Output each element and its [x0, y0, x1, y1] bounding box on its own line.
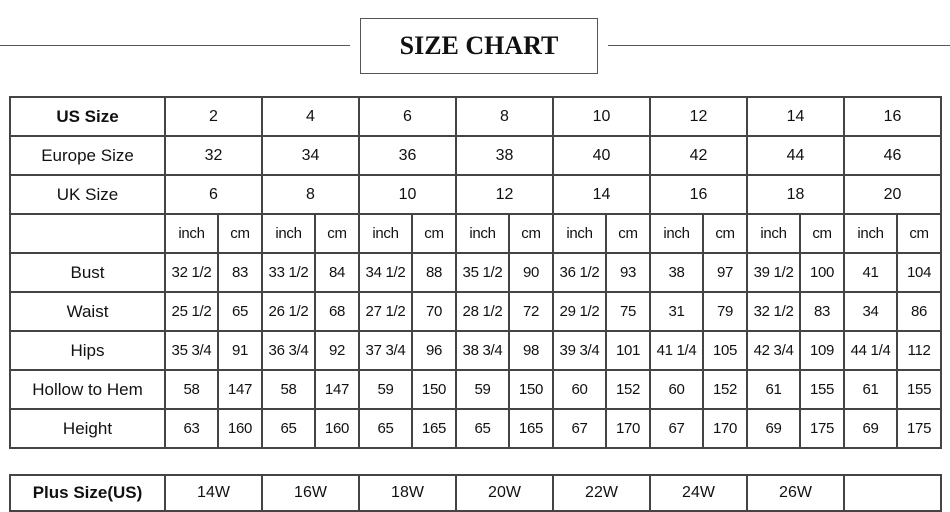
size-cell: 10	[359, 175, 456, 214]
size-cell: 6	[359, 97, 456, 136]
unit-cell: cm	[412, 214, 456, 253]
unit-cell: cm	[703, 214, 747, 253]
measurement-cell: 93	[606, 253, 650, 292]
measurement-cell: 34 1/2	[359, 253, 412, 292]
unit-cell: inch	[553, 214, 606, 253]
measurement-cell: 92	[315, 331, 359, 370]
size-row	[10, 97, 941, 136]
measurement-row	[10, 253, 941, 292]
measurement-cell: 160	[218, 409, 262, 448]
size-cell: 42	[650, 136, 747, 175]
measurement-cell: 79	[703, 292, 747, 331]
unit-cell: inch	[844, 214, 897, 253]
measurement-cell: 32 1/2	[165, 253, 218, 292]
measurement-cell: 83	[218, 253, 262, 292]
unit-cell: cm	[509, 214, 553, 253]
size-cell: 6	[165, 175, 262, 214]
size-chart-table	[9, 96, 942, 449]
measurement-cell: 112	[897, 331, 941, 370]
measurement-cell: 101	[606, 331, 650, 370]
plus-size-cell: 14W	[165, 475, 262, 511]
measurement-cell: 38 3/4	[456, 331, 509, 370]
measurement-cell: 86	[897, 292, 941, 331]
size-cell: 46	[844, 136, 941, 175]
measurement-cell: 155	[800, 370, 844, 409]
measurement-cell: 27 1/2	[359, 292, 412, 331]
measurement-row	[10, 292, 941, 331]
size-cell: 12	[456, 175, 553, 214]
measurement-cell: 100	[800, 253, 844, 292]
plus-size-cell: 24W	[650, 475, 747, 511]
measurement-cell: 63	[165, 409, 218, 448]
row-label: US Size	[10, 97, 165, 136]
size-cell: 44	[747, 136, 844, 175]
size-cell: 10	[553, 97, 650, 136]
measurement-cell: 39 3/4	[553, 331, 606, 370]
size-cell: 12	[650, 97, 747, 136]
measurement-cell: 26 1/2	[262, 292, 315, 331]
measurement-cell: 84	[315, 253, 359, 292]
size-cell: 36	[359, 136, 456, 175]
measurement-cell: 35 1/2	[456, 253, 509, 292]
measurement-cell: 90	[509, 253, 553, 292]
unit-cell: inch	[262, 214, 315, 253]
measurement-cell: 67	[650, 409, 703, 448]
unit-cell: cm	[800, 214, 844, 253]
measurement-cell: 175	[897, 409, 941, 448]
size-cell: 8	[262, 175, 359, 214]
measurement-cell: 61	[844, 370, 897, 409]
measurement-cell: 58	[165, 370, 218, 409]
measurement-cell: 104	[897, 253, 941, 292]
measurement-cell: 65	[456, 409, 509, 448]
measurement-row	[10, 370, 941, 409]
measurement-cell: 83	[800, 292, 844, 331]
measurement-cell: 42 3/4	[747, 331, 800, 370]
title-rule-right	[608, 45, 950, 46]
measurement-cell: 165	[509, 409, 553, 448]
measurement-cell: 33 1/2	[262, 253, 315, 292]
measurement-cell: 150	[509, 370, 553, 409]
measurement-cell: 59	[456, 370, 509, 409]
plus-size-cell: 18W	[359, 475, 456, 511]
measurement-cell: 175	[800, 409, 844, 448]
unit-cell: inch	[456, 214, 509, 253]
title-rule-left	[0, 45, 350, 46]
measurement-cell: 147	[218, 370, 262, 409]
measurement-cell: 152	[703, 370, 747, 409]
measurement-cell: 69	[747, 409, 800, 448]
size-cell: 20	[844, 175, 941, 214]
row-label: Hips	[10, 331, 165, 370]
unit-cell: inch	[359, 214, 412, 253]
measurement-cell: 88	[412, 253, 456, 292]
unit-cell: cm	[218, 214, 262, 253]
unit-cell: cm	[897, 214, 941, 253]
measurement-cell: 61	[747, 370, 800, 409]
measurement-cell: 44 1/4	[844, 331, 897, 370]
measurement-cell: 75	[606, 292, 650, 331]
measurement-cell: 97	[703, 253, 747, 292]
size-cell: 32	[165, 136, 262, 175]
unit-row	[10, 214, 941, 253]
size-cell: 2	[165, 97, 262, 136]
plus-size-cell: 26W	[747, 475, 844, 511]
plus-size-cell: 16W	[262, 475, 359, 511]
row-label: Europe Size	[10, 136, 165, 175]
size-cell: 14	[553, 175, 650, 214]
measurement-cell: 70	[412, 292, 456, 331]
measurement-cell: 32 1/2	[747, 292, 800, 331]
unit-cell: cm	[606, 214, 650, 253]
plus-size-cell: 20W	[456, 475, 553, 511]
size-cell: 34	[262, 136, 359, 175]
measurement-cell: 105	[703, 331, 747, 370]
row-label: Hollow to Hem	[10, 370, 165, 409]
measurement-cell: 38	[650, 253, 703, 292]
row-label: UK Size	[10, 175, 165, 214]
measurement-cell: 67	[553, 409, 606, 448]
page-title: SIZE CHART	[360, 18, 598, 74]
row-label: Waist	[10, 292, 165, 331]
measurement-cell: 170	[703, 409, 747, 448]
unit-cell: cm	[315, 214, 359, 253]
measurement-cell: 36 1/2	[553, 253, 606, 292]
measurement-cell: 29 1/2	[553, 292, 606, 331]
measurement-cell: 34	[844, 292, 897, 331]
measurement-cell: 25 1/2	[165, 292, 218, 331]
size-row	[10, 175, 941, 214]
measurement-cell: 36 3/4	[262, 331, 315, 370]
measurement-cell: 150	[412, 370, 456, 409]
measurement-row	[10, 409, 941, 448]
measurement-cell: 68	[315, 292, 359, 331]
measurement-cell: 72	[509, 292, 553, 331]
measurement-cell: 65	[262, 409, 315, 448]
measurement-cell: 35 3/4	[165, 331, 218, 370]
measurement-cell: 96	[412, 331, 456, 370]
size-cell: 16	[650, 175, 747, 214]
row-label: Height	[10, 409, 165, 448]
unit-cell: inch	[165, 214, 218, 253]
measurement-cell: 28 1/2	[456, 292, 509, 331]
measurement-cell: 69	[844, 409, 897, 448]
measurement-cell: 109	[800, 331, 844, 370]
size-cell: 18	[747, 175, 844, 214]
measurement-cell: 41 1/4	[650, 331, 703, 370]
measurement-cell: 155	[897, 370, 941, 409]
measurement-cell: 65	[359, 409, 412, 448]
measurement-cell: 65	[218, 292, 262, 331]
measurement-cell: 170	[606, 409, 650, 448]
measurement-cell: 152	[606, 370, 650, 409]
measurement-cell: 60	[650, 370, 703, 409]
unit-cell: inch	[650, 214, 703, 253]
unit-cell: inch	[747, 214, 800, 253]
size-cell: 14	[747, 97, 844, 136]
size-cell: 4	[262, 97, 359, 136]
measurement-cell: 59	[359, 370, 412, 409]
size-cell: 40	[553, 136, 650, 175]
size-row	[10, 136, 941, 175]
measurement-cell: 160	[315, 409, 359, 448]
empty-cell	[10, 214, 165, 253]
measurement-cell: 39 1/2	[747, 253, 800, 292]
measurement-row	[10, 331, 941, 370]
plus-size-row	[10, 475, 941, 511]
size-cell: 38	[456, 136, 553, 175]
measurement-cell: 98	[509, 331, 553, 370]
plus-size-cell: 22W	[553, 475, 650, 511]
measurement-cell: 37 3/4	[359, 331, 412, 370]
size-cell: 16	[844, 97, 941, 136]
measurement-cell: 41	[844, 253, 897, 292]
measurement-cell: 165	[412, 409, 456, 448]
measurement-cell: 147	[315, 370, 359, 409]
measurement-cell: 60	[553, 370, 606, 409]
row-label: Plus Size(US)	[10, 475, 165, 511]
row-label: Bust	[10, 253, 165, 292]
measurement-cell: 91	[218, 331, 262, 370]
plus-size-table	[9, 474, 942, 512]
size-cell: 8	[456, 97, 553, 136]
plus-size-cell	[844, 475, 941, 511]
measurement-cell: 58	[262, 370, 315, 409]
measurement-cell: 31	[650, 292, 703, 331]
